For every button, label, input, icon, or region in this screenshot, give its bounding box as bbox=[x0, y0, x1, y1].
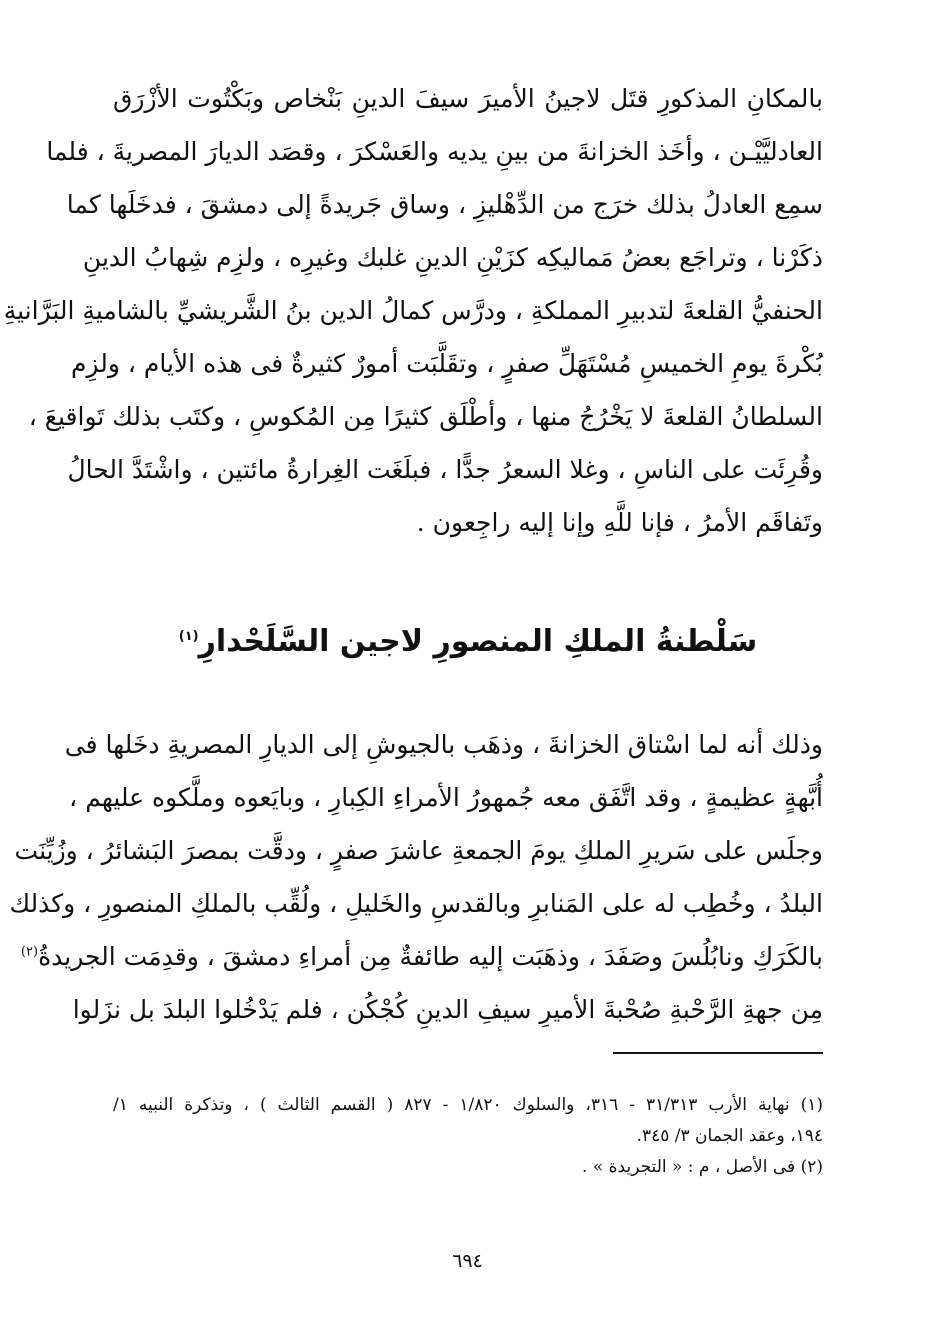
text-line: مِن جهةِ الرَّحْبةِ صُحْبةَ الأميرِ سيفِ الدينِ كُجْكُن ، فلم يَدْخُلوا البلدَ بل نزَلوا bbox=[72, 995, 823, 1024]
footnote-1-line-1: (١) نهاية الأرب ٣١/٣١٣ - ٣١٦، والسلوك ١/٨٢٠ - ٨٢٧ ( القسم الثالث ) ، وتذكرة النبيه ١/ bbox=[113, 1095, 823, 1115]
text-line-with-footnote bbox=[20, 930, 823, 983]
footnote-marker: (٢) bbox=[20, 944, 39, 960]
section-heading bbox=[113, 612, 823, 672]
text-line: ذكَرْنا ، وتراجَع بعضُ مَماليكِه كزَيْنِ الدينِ غلبك وغيرِه ، ولزِم شِهابُ الدينِ bbox=[82, 243, 823, 272]
text-line: الحنفيُّ القلعةَ لتدبيرِ المملكةِ ، ودرَّس كمالُ الدين بنُ الشَّريشيِّ بالشاميةِ البَرَّانيةِ bbox=[3, 296, 823, 325]
footnote-1-line-2: ١٩٤، وعقد الجمان ٣/ ٣٤٥. bbox=[636, 1126, 823, 1146]
text-line: وجلَس على سَريرِ الملكِ يومَ الجمعةِ عاشرَ صفرٍ ، ودقَّت بمصرَ البَشائرُ ، وزُيِّنَت bbox=[14, 836, 823, 865]
paragraph-2 bbox=[9, 718, 823, 1036]
text-line: وقُرِئَت على الناسِ ، وغلا السعرُ جدًّا ، فبلَغَت الغِرارةُ مائتين ، واشْتَدَّ الحالُ bbox=[67, 455, 823, 484]
text-line: بُكْرةَ يومِ الخميسِ مُسْتَهَلِّ صفرٍ ، وتقَلَّبَت أمورٌ كثيرةٌ فى هذه الأيام ، ولزِم bbox=[70, 349, 823, 378]
text-line: سمِع العادلُ بذلك خرَج من الدِّهْليزِ ، وساق جَريدةً إلى دمشقَ ، فدخَلَها كما bbox=[66, 190, 823, 219]
footnote-marker: (١) bbox=[178, 629, 199, 644]
page-number: ٦٩٤ bbox=[452, 1250, 483, 1272]
text-line: بالمكانِ المذكورِ قتَل لاجينُ الأميرَ سيفَ الدينِ بَنْخاص وبَكْتُوت الأزْرَق bbox=[113, 84, 823, 113]
text-line: السلطانُ القلعةَ لا يَخْرُجُ منها ، وأطْلَق كثيرًا مِن المُكوسِ ، وكتَب بذلك تَواقيعَ ، bbox=[28, 402, 823, 431]
paragraph-1 bbox=[3, 72, 823, 549]
text-line-content: بالكَرَكِ ونابُلُسَ وصَفَدَ ، وذهَبَت إليه طائفةٌ مِن أمراءِ دمشقَ ، وقدِمَت الجريدةُ bbox=[38, 942, 823, 971]
section-heading-text: سَلْطنةُ الملكِ المنصورِ لاجين السَّلَحْدارِ bbox=[198, 624, 758, 659]
text-line: وذلك أنه لما اسْتاق الخزانةَ ، وذهَب بالجيوشِ إلى الديارِ المصريةِ دخَلها فى bbox=[64, 730, 823, 759]
text-line: وتَفاقَم الأمرُ ، فإنا للَّهِ وإنا إليه راجِعون . bbox=[416, 508, 823, 537]
footnotes bbox=[113, 1090, 823, 1183]
text-line: أُبَّهةٍ عظيمةٍ ، وقد اتَّفَق معه جُمهورُ الأمراءِ الكِبارِ ، وبايَعوه وملَّكوه عليهم ، bbox=[69, 783, 823, 812]
footnote-separator bbox=[613, 1052, 823, 1054]
text-line: العادليَّيْـن ، وأخَذ الخزانةَ من بينِ يديه والعَسْكرَ ، وقصَد الديارَ المصريةَ ، فلما bbox=[46, 137, 823, 166]
footnote-2: (٢) فى الأصل ، م : « التجريدة » . bbox=[582, 1157, 823, 1177]
text-line: البلدُ ، وخُطِب له على المَنابرِ وبالقدسِ والخَليلِ ، ولُقِّب بالملكِ المنصورِ ، وكذلك bbox=[9, 889, 823, 918]
